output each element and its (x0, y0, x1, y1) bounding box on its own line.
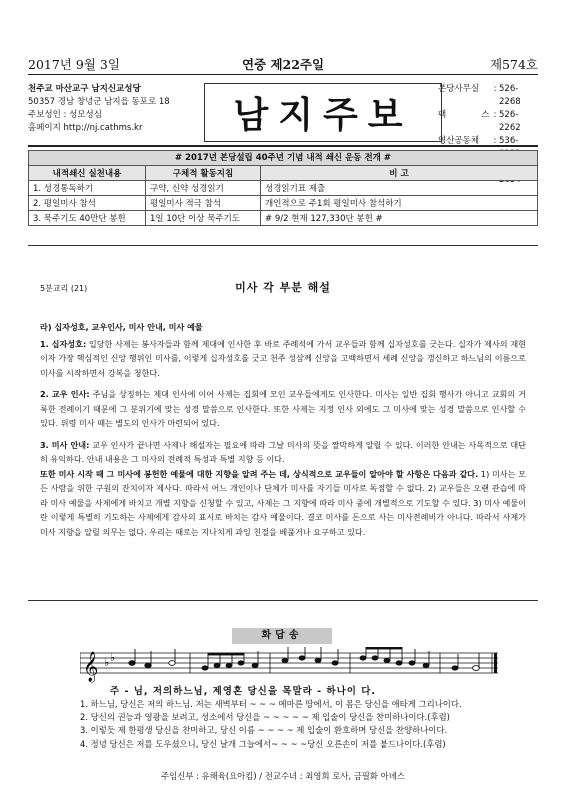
masthead-section (28, 83, 538, 146)
psalm-title: 화답송 (232, 628, 332, 644)
issue-header (28, 55, 538, 73)
psalm-verse: 1. 하느님, 당신은 저의 하느님. 저는 새벽부터 ~ ~ ~ 메마른 땅에서, 이 몸은 당신을 애타게 그리나이다. (80, 699, 462, 709)
paragraph-sign-of-cross: 1. 십자성호: 입당한 사제는 봉사자들과 함께 제대에 인사한 후 바로 주례석에 가서 교우들과 함께 십자성호를 긋는다. 십자가 제사의 재현이자 가장 핵심적인 신앙 행위인 미사를, 이렇게 십자성호를 긋고 천주 성삼께 신앙을 고백하면서 세례 신앙을 갱신하고 하느님의 이름으로 미사를 시작하면서 강복을 청한다. (40, 338, 526, 378)
table-cell: 평일미사 적극 참석 (146, 196, 261, 211)
psalm-verse: 4. 정녕 당신은 저를 도우셨으니, 당신 날개 그늘에서~ ~ ~ ~당신 오른손이 저를 붙드나이다.(후렴) (80, 738, 446, 749)
parish-address: 50357 경남 창녕군 남지읍 동포로 18 (28, 97, 170, 107)
table-header: 비 고 (261, 166, 538, 181)
table-header: 구체적 활동지침 (146, 166, 261, 181)
parish-info (28, 83, 198, 135)
article-subtitle: 라) 십자성호, 교우인사, 미사 안내, 미사 예물 (40, 322, 203, 332)
masthead-divider (28, 145, 538, 147)
paragraph-offering: 또한 미사 시작 때 그 미사에 봉헌한 예물에 대한 지향을 알려 주는 데, 상식적으로 교우들이 알아야 할 사항은 다음과 같다. 1) 미사는 모든 사람을 위한 구원의 잔치이자 제사다. 따라서 어느 개인이나 단체가 미사를 자기들 미사로 독점할 수 없다. 2) 교우들은 오랜 관습에 따라 미사 예물을 사제에게 바치고 개별 지향을 신청할 수 있고, 사제는 그 지향에 따라 미사 중에 개별적으로 기도할 수 있다. 3) 미사 예물이란 이렇게 특별히 기도하는 사제에게 감사의 표시로 바치는 감사 예물이다. 결코 미사를 돈으로 사는 미사전례비가 아니다. 따라서 사제가 미사 지향을 알릴 의무는 없다. 우리는 때로는 지나치게 과잉 친절을 베풀거나 요구하고 있다. (40, 468, 526, 537)
table-cell: 개인적으로 주1회 평일미사 참석하기 (261, 196, 538, 211)
treble-clef-icon: 𝄞 (83, 652, 99, 682)
psalm-verse: 3. 이렇듯 제 한평생 당신을 찬미하고, 당신 이름 ~ ~ ~ ~ 제 입술이 환호하며 당신을 찬양하나이다. (80, 725, 448, 736)
flat-icon: ♭ (110, 651, 116, 664)
table-cell: 구약, 신약 성경읽기 (146, 181, 261, 196)
table-cell: 1. 성경통독하기 (29, 181, 146, 196)
table-row (29, 181, 538, 196)
header-divider (28, 74, 538, 75)
contact-row: 본당사무실 : 526-2268 (438, 84, 521, 107)
renewal-table (28, 165, 538, 226)
table-row (29, 211, 538, 226)
table-row (29, 196, 538, 211)
table-cell: 3. 묵주기도 40만단 봉헌 (29, 211, 146, 226)
contact-row: 팩 스 : 526-2262 (438, 110, 521, 133)
table-header: 내적쇄신 실천내용 (29, 166, 146, 181)
notes (129, 647, 480, 670)
parish-name: 천주교 마산교구 남지신교성당 (28, 84, 141, 94)
table-cell: 1일 10단 이상 묵주기도 (146, 211, 261, 226)
psalm-staff (80, 647, 500, 683)
staff-footer: 주임신부 : 유해육(요아킴) / 전교수녀 : 최영희 로사, 금필화 아녜스 (161, 771, 405, 781)
paragraph-introduction: 3. 미사 안내: 교우 인사가 끝나면 사제나 해설자는 필요에 따라 그날 미사의 뜻을 짤막하게 알릴 수 있다. 이러한 안내는 사목적으로 대단히 유익하다. 안내 내용은 그 미사의 전례적 특성과 특별 지향 등 이다. (40, 439, 526, 464)
paragraph-greeting: 2. 교우 인사: 주님을 상징하는 제대 인사에 이어 사제는 집회에 모인 교우들에게도 인사한다. 미사는 일반 집회 행사가 아니고 교회의 거룩한 전례이기 때문에 그 분위기에 맞는 성경 말씀으로 인사한다. 또한 사제는 지정 인사 외에도 그 미사에 맞는 성경 말씀으로 인사할 수 있다. 위령 미사 때는 별도의 인사가 마련되어 있다. (40, 389, 526, 428)
psalm-verses (80, 698, 462, 751)
contact-row: 영산공동체 : 536- (438, 136, 519, 146)
issue-number: 제574호 (489, 57, 538, 72)
psalm-verse: 2. 당신의 권능과 영광을 보려고, 성소에서 당신을 ~ ~ ~ ~ ~ 제 입술이 당신을 찬미하나이다.(후렴) (80, 712, 450, 723)
article-top-rule (28, 245, 538, 246)
parish-patron: 주보성인 : 성모성심 (28, 110, 102, 120)
table-header-row (29, 166, 538, 181)
renewal-banner: # 2017년 본당설립 40주년 기념 내적 쇄신 운동 전개 # (28, 150, 538, 166)
psalm-refrain-lyric: 주 - 님, 저의하느님, 제영혼 당신을 목말라 - 하나이 다. (110, 686, 377, 697)
issue-date: 2017년 9월 3일 (28, 57, 120, 72)
article-title: 미사 각 부분 해설 (235, 281, 331, 294)
final-barline (494, 653, 497, 673)
table-cell: 성경읽기표 제출 (261, 181, 538, 196)
article-bottom-rule (28, 600, 538, 601)
parish-homepage[interactable]: 홈페이지 http://nj.cathms.kr (28, 123, 143, 133)
article-body (40, 320, 526, 546)
table-cell: 2. 평일미사 참석 (29, 196, 146, 211)
flat-icon: ♭ (104, 656, 110, 669)
table-cell: # 9/2 현재 127,330단 봉헌 # (261, 211, 538, 226)
liturgical-week: 연중 제22주일 (241, 57, 325, 72)
bulletin-masthead: 남지주보 (204, 83, 442, 142)
series-label: 5분교리 (21) (40, 284, 88, 293)
